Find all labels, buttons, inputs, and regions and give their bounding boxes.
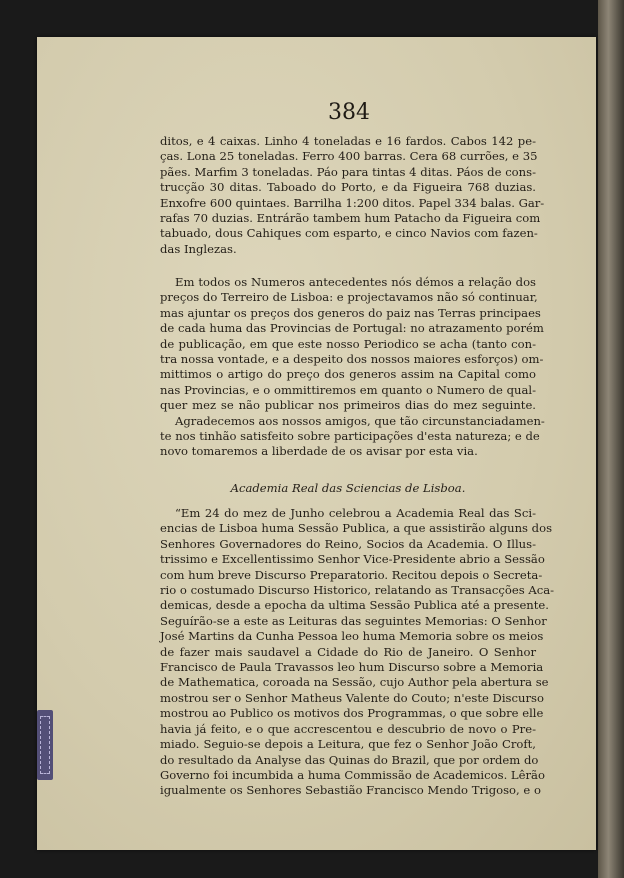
text-line: Francisco de Paula Travassos leo hum Discurso sobre a Memoria	[160, 660, 544, 675]
text-line: de cada huma das Provincias de Portugal: no atrazamento porém	[160, 321, 544, 336]
text-line: igualmente os Senhores Sebastião Francisco Mendo Trigoso, e o	[160, 783, 541, 798]
text-line: Agradecemos aos nossos amigos, que tão circunstanciadamen-	[175, 413, 545, 428]
text-line: havia já feito, e o que accrescentou e descubrio de novo o Pre-	[160, 721, 536, 736]
text-line: ditos, e 4 caixas. Linho 4 toneladas e 16 fardos. Cabos 142 pe-	[160, 134, 536, 148]
section-heading: Academia Real das Sciencias de Lisboa.	[230, 481, 466, 495]
text-line: com hum breve Discurso Preparatorio. Recitou depois o Secreta-	[160, 567, 543, 582]
editorial-note-paragraph	[160, 275, 545, 460]
text-line: trissimo e Excellentissimo Senhor Vice-Presidente abrio a Sessão	[160, 552, 545, 567]
text-line: mostrou ser o Senhor Matheus Valente do Couto; n'este Discurso	[160, 690, 544, 705]
text-line: encias de Lisboa huma Sessão Publica, a que assistirão alguns dos	[160, 521, 553, 536]
text-line: quer mez se não publicar nos primeiros dias do mez seguinte.	[160, 398, 536, 413]
text-line: do resultado da Analyse das Quinas do Brazil, que por ordem do	[160, 752, 539, 767]
text-line: Governo foi incumbida a huma Commissão de Academicos. Lêrão	[160, 767, 545, 782]
text-line: Seguírão-se a este as Leituras das seguintes Memorias: O Senhor	[160, 613, 547, 628]
text-line: mas ajuntar os preços dos generos do paiz nas Terras principaes	[160, 305, 541, 320]
text-line: Em todos os Numeros antecedentes nós démos a relação dos	[175, 275, 536, 289]
text-line: rafas 70 duzias. Entrárão tambem hum Patacho da Figueira com	[160, 211, 541, 226]
text-line: mittimos o artigo do preço dos generos assim na Capital como	[160, 367, 536, 382]
text-line: miado. Seguio-se depois a Leitura, que fez o Senhor João Croft,	[160, 737, 536, 752]
text-line: pães. Marfim 3 toneladas. Páo para tintas 4 ditas. Páos de cons-	[160, 164, 536, 179]
academy-session-paragraph	[160, 506, 555, 799]
text-line: mostrou ao Publico os motivos dos Programmas, o que sobre elle	[160, 706, 544, 721]
library-stamp-border	[40, 716, 50, 774]
text-line: te nos tinhão satisfeito sobre participações d'esta natureza; e de	[160, 429, 540, 444]
text-line: rio o costumado Discurso Historico, relatando as Transacções Aca-	[160, 583, 555, 598]
text-line: novo tomaremos a liberdade de os avisar por esta via.	[160, 444, 478, 459]
page-number: 384	[328, 100, 370, 125]
text-line: José Martins da Cunha Pessoa leo huma Memoria sobre os meios	[160, 629, 544, 644]
text-line: de fazer mais saudavel a Cidade do Rio de Janeiro. O Senhor	[160, 644, 536, 659]
text-line: “Em 24 do mez de Junho celebrou a Academia Real das Sci-	[175, 506, 536, 520]
cargo-list-paragraph	[160, 134, 545, 257]
text-line: ças. Lona 25 toneladas. Ferro 400 barras. Cera 68 currões, e 35	[160, 149, 538, 164]
text-line: de Mathematica, coroada na Sessão, cujo Author pela abertura se	[160, 675, 549, 690]
text-line: Senhores Governadores do Reino, Socios da Academia. O Illus-	[160, 536, 536, 551]
text-line: preços do Terreiro de Lisboa: e projectavamos não só continuar,	[160, 290, 538, 305]
next-page-edge	[598, 0, 624, 878]
text-line: demicas, desde a epocha da ultima Sessão Publica até a presente.	[160, 598, 549, 613]
text-line: nas Provincias, e o ommittiremos em quanto o Numero de qual-	[160, 382, 536, 397]
text-line: tra nossa vontade, e a despeito dos nossos maiores esforços) om-	[160, 352, 544, 367]
text-line: trucção 30 ditas. Taboado do Porto, e da Figueira 768 duzias.	[160, 180, 536, 195]
text-line: Enxofre 600 quintaes. Barrilha 1:200 ditos. Papel 334 balas. Gar-	[160, 195, 545, 210]
text-line: tabuado, dous Cahiques com esparto, e cinco Navios com fazen-	[160, 226, 538, 241]
text-line: de publicação, em que este nosso Periodico se acha (tanto con-	[160, 336, 536, 351]
text-line: das Inglezas.	[160, 241, 237, 256]
